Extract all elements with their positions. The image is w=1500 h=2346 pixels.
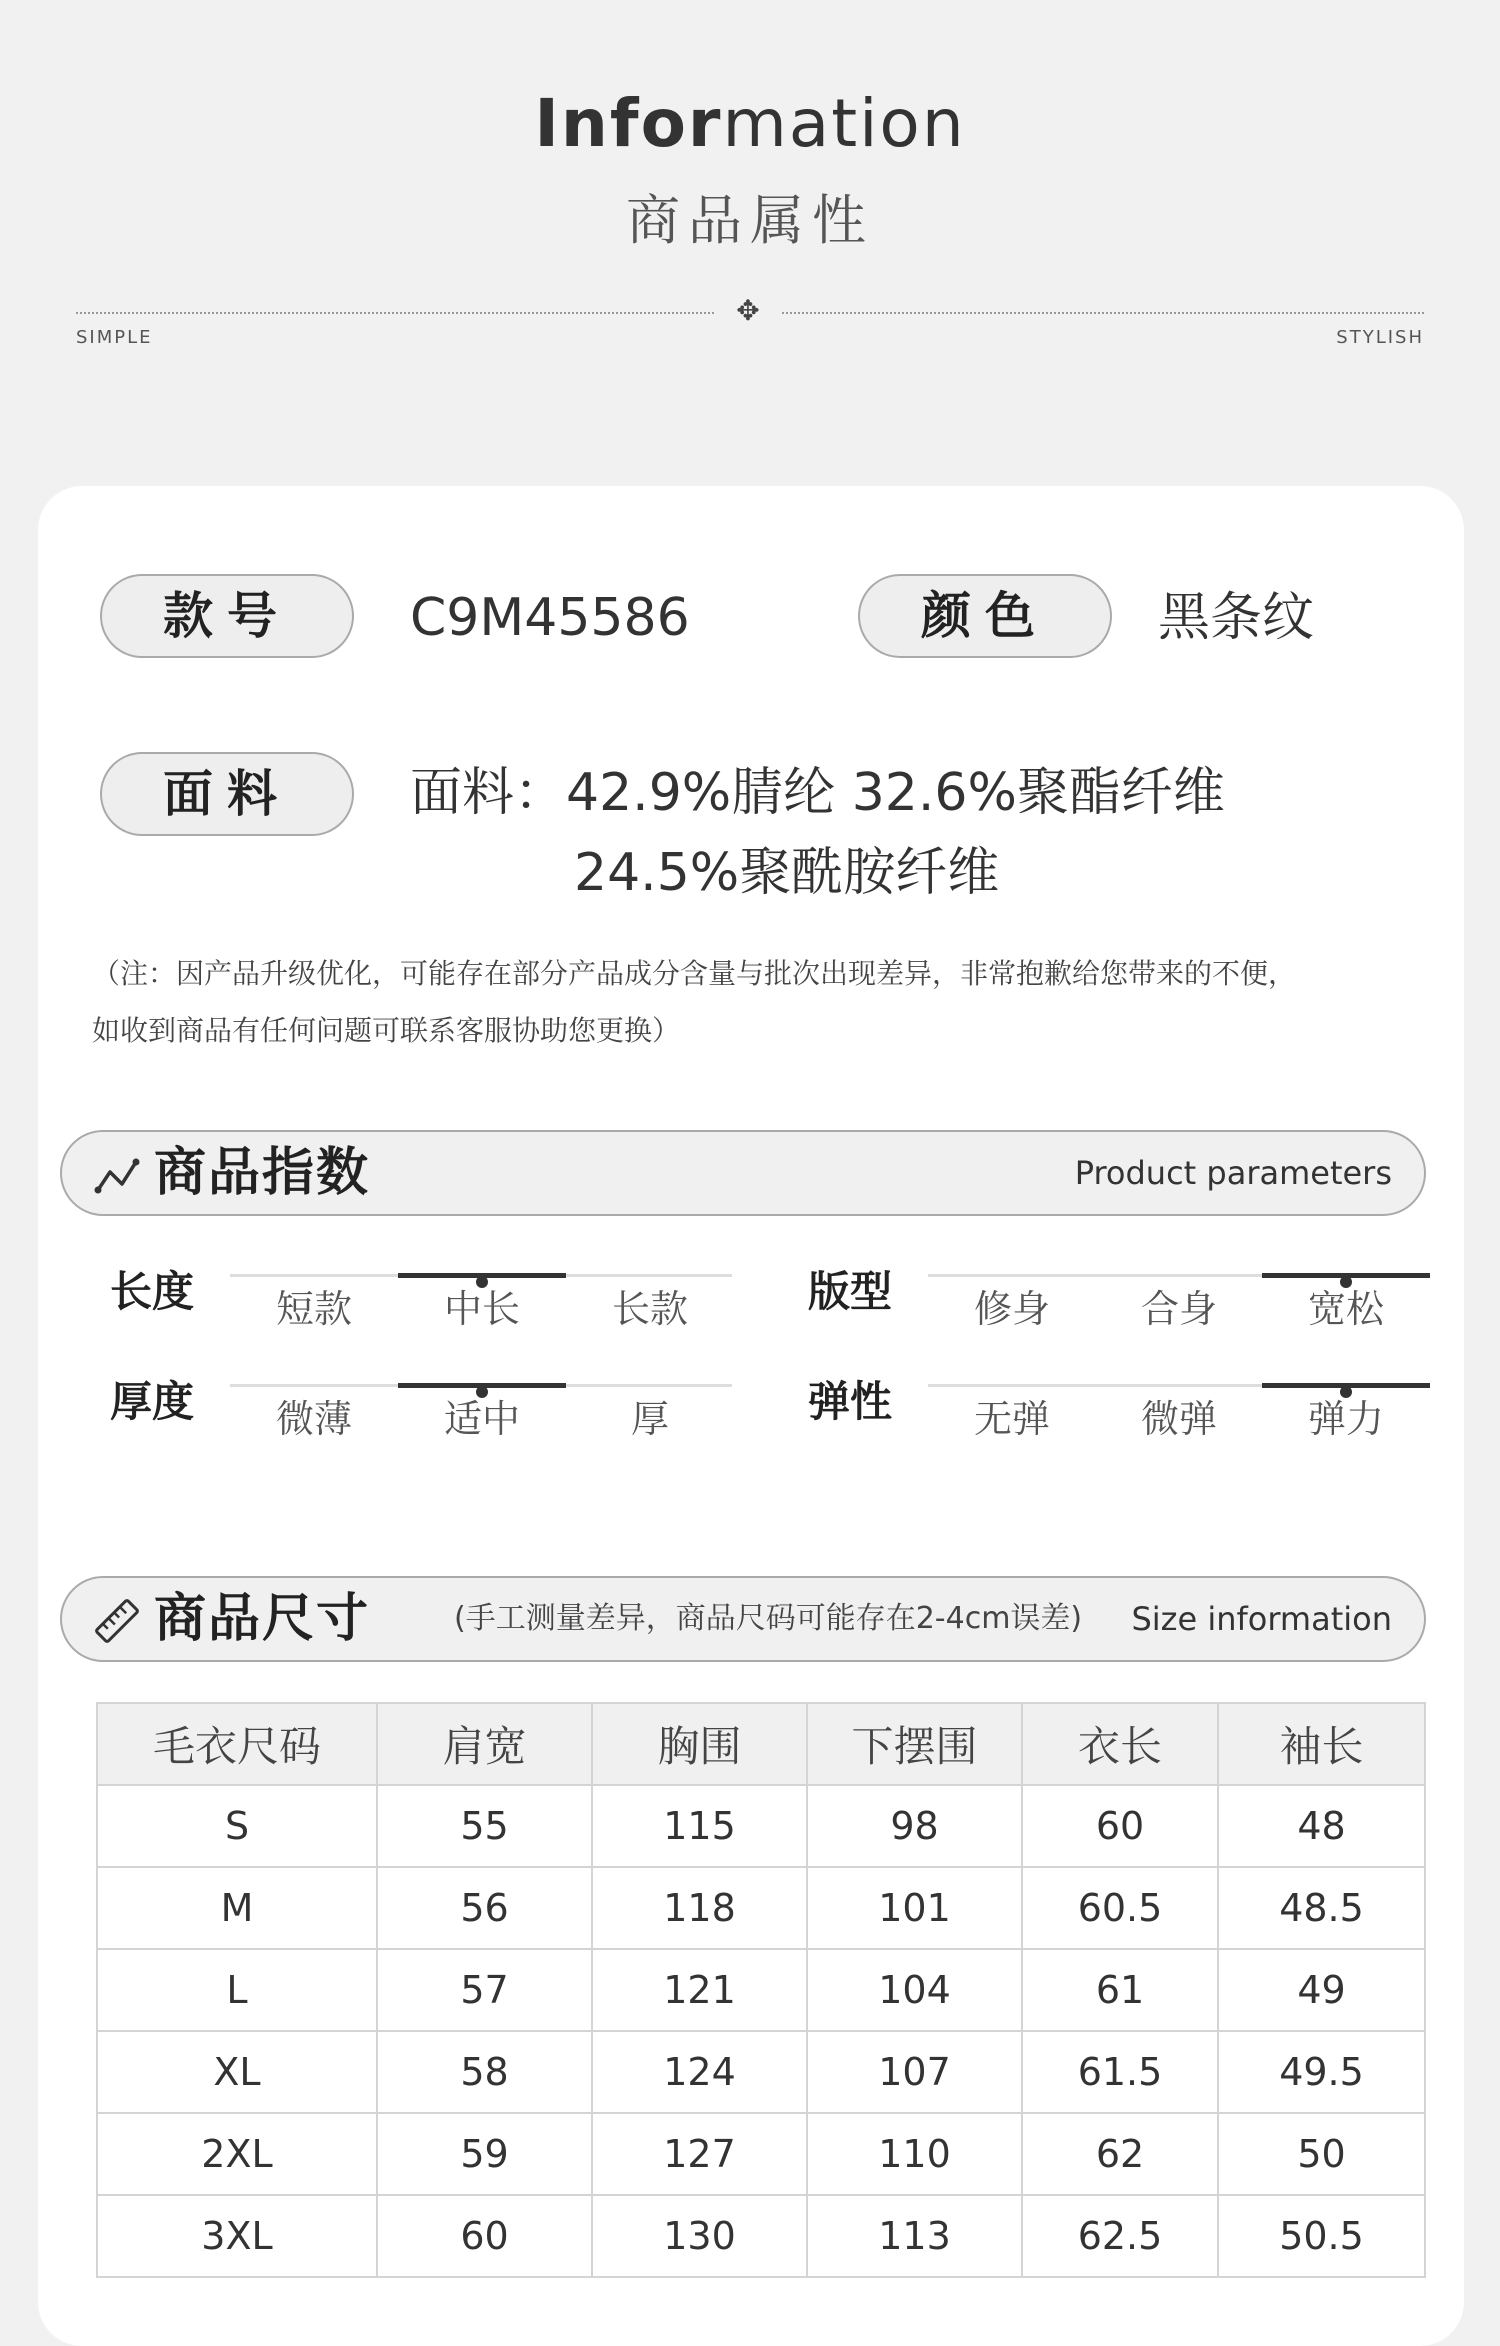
column-header-shoulder: 肩宽 <box>377 1703 592 1785</box>
table-header-row <box>97 1703 1425 1785</box>
table-cell: 50 <box>1218 2113 1425 2195</box>
table-cell: 59 <box>377 2113 592 2195</box>
size-table <box>96 1702 1426 2278</box>
param-label-fit: 版型 <box>808 1267 893 1316</box>
param-option-slim: 修身 <box>973 1287 1050 1331</box>
table-cell: 113 <box>807 2195 1022 2277</box>
column-header-length: 衣长 <box>1022 1703 1218 1785</box>
divider-right <box>782 312 1424 314</box>
table-cell: 48 <box>1218 1785 1425 1867</box>
param-option-thin: 微薄 <box>275 1397 352 1441</box>
page-subtitle: 商品属性 <box>626 189 874 252</box>
fabric-line-1: 面料：42.9%腈纶 32.6%聚酯纤维 <box>410 763 1225 823</box>
table-cell: 124 <box>592 2031 807 2113</box>
table-cell: 57 <box>377 1949 592 2031</box>
page-title-bold: Infor <box>534 85 723 162</box>
table-cell: 130 <box>592 2195 807 2277</box>
table-cell: 58 <box>377 2031 592 2113</box>
table-cell: S <box>97 1785 377 1867</box>
table-cell: 61 <box>1022 1949 1218 2031</box>
tag-stylish: STYLISH <box>1336 327 1424 348</box>
table-cell: 127 <box>592 2113 807 2195</box>
table-cell: 104 <box>807 1949 1022 2031</box>
product-parameters-title: 商品指数 <box>154 1143 371 1203</box>
table-row <box>97 1867 1425 1949</box>
table-cell: 49 <box>1218 1949 1425 2031</box>
column-header-sleeve: 袖长 <box>1218 1703 1425 1785</box>
table-cell: 98 <box>807 1785 1022 1867</box>
table-cell: 48.5 <box>1218 1867 1425 1949</box>
table-cell: 2XL <box>97 2113 377 2195</box>
table-cell: M <box>97 1867 377 1949</box>
ruler-icon <box>92 1596 142 1646</box>
trend-line-icon <box>92 1150 142 1200</box>
table-cell: L <box>97 1949 377 2031</box>
fabric-line-2: 24.5%聚酰胺纤维 <box>574 843 1000 903</box>
table-cell: 60 <box>377 2195 592 2277</box>
table-cell: 56 <box>377 1867 592 1949</box>
size-information-en: Size information <box>1131 1600 1392 1638</box>
table-cell: 101 <box>807 1867 1022 1949</box>
column-header-size: 毛衣尺码 <box>97 1703 377 1785</box>
notice-line-2: 如收到商品有任何问题可联系客服协助您更换） <box>92 1014 681 1047</box>
divider-left <box>76 312 714 314</box>
table-cell: 62 <box>1022 2113 1218 2195</box>
param-option-short: 短款 <box>275 1287 352 1331</box>
tag-simple: SIMPLE <box>76 327 153 348</box>
product-parameters-banner <box>60 1130 1426 1216</box>
param-option-loose: 宽松 <box>1307 1287 1384 1331</box>
table-cell: 49.5 <box>1218 2031 1425 2113</box>
style-number-label: 款号 <box>100 574 354 658</box>
param-option-long: 长款 <box>611 1287 688 1331</box>
table-cell: 115 <box>592 1785 807 1867</box>
column-header-hem: 下摆围 <box>807 1703 1022 1785</box>
table-cell: 60 <box>1022 1785 1218 1867</box>
table-cell: 107 <box>807 2031 1022 2113</box>
param-option-stretch: 弹力 <box>1307 1397 1384 1441</box>
param-option-slight-stretch: 微弹 <box>1140 1397 1217 1441</box>
four-arrows-icon: ✥ <box>736 294 760 327</box>
table-cell: 55 <box>377 1785 592 1867</box>
size-information-banner <box>60 1576 1426 1662</box>
table-row <box>97 2195 1425 2277</box>
param-option-no-stretch: 无弹 <box>973 1397 1050 1441</box>
table-row <box>97 1949 1425 2031</box>
color-label: 颜色 <box>858 574 1112 658</box>
table-row <box>97 1785 1425 1867</box>
param-label-length: 长度 <box>110 1267 195 1316</box>
product-parameters-en: Product parameters <box>1074 1154 1392 1192</box>
notice-line-1: （注：因产品升级优化，可能存在部分产品成分含量与批次出现差异，非常抱歉给您带来的不便， <box>92 957 1297 990</box>
param-option-regular: 合身 <box>1140 1287 1217 1331</box>
column-header-chest: 胸围 <box>592 1703 807 1785</box>
table-cell: XL <box>97 2031 377 2113</box>
table-cell: 50.5 <box>1218 2195 1425 2277</box>
table-cell: 3XL <box>97 2195 377 2277</box>
table-cell: 121 <box>592 1949 807 2031</box>
param-option-mid-length: 中长 <box>443 1287 520 1331</box>
table-row <box>97 2031 1425 2113</box>
param-label-elasticity: 弹性 <box>808 1377 893 1426</box>
table-cell: 110 <box>807 2113 1022 2195</box>
table-cell: 61.5 <box>1022 2031 1218 2113</box>
color-value: 黑条纹 <box>1158 588 1315 648</box>
table-cell: 118 <box>592 1867 807 1949</box>
param-option-medium: 适中 <box>443 1397 520 1441</box>
size-information-title: 商品尺寸 <box>154 1589 371 1649</box>
param-label-thickness: 厚度 <box>110 1377 195 1426</box>
page-title <box>0 84 1500 164</box>
param-option-thick: 厚 <box>630 1397 669 1441</box>
style-number-value: C9M45586 <box>410 588 690 648</box>
table-cell: 62.5 <box>1022 2195 1218 2277</box>
size-measurement-note: (手工测量差异，商品尺码可能存在2-4cm误差) <box>454 1601 1083 1636</box>
page-title-rest: mation <box>722 85 966 162</box>
fabric-label: 面料 <box>100 752 354 836</box>
table-cell: 60.5 <box>1022 1867 1218 1949</box>
table-row <box>97 2113 1425 2195</box>
